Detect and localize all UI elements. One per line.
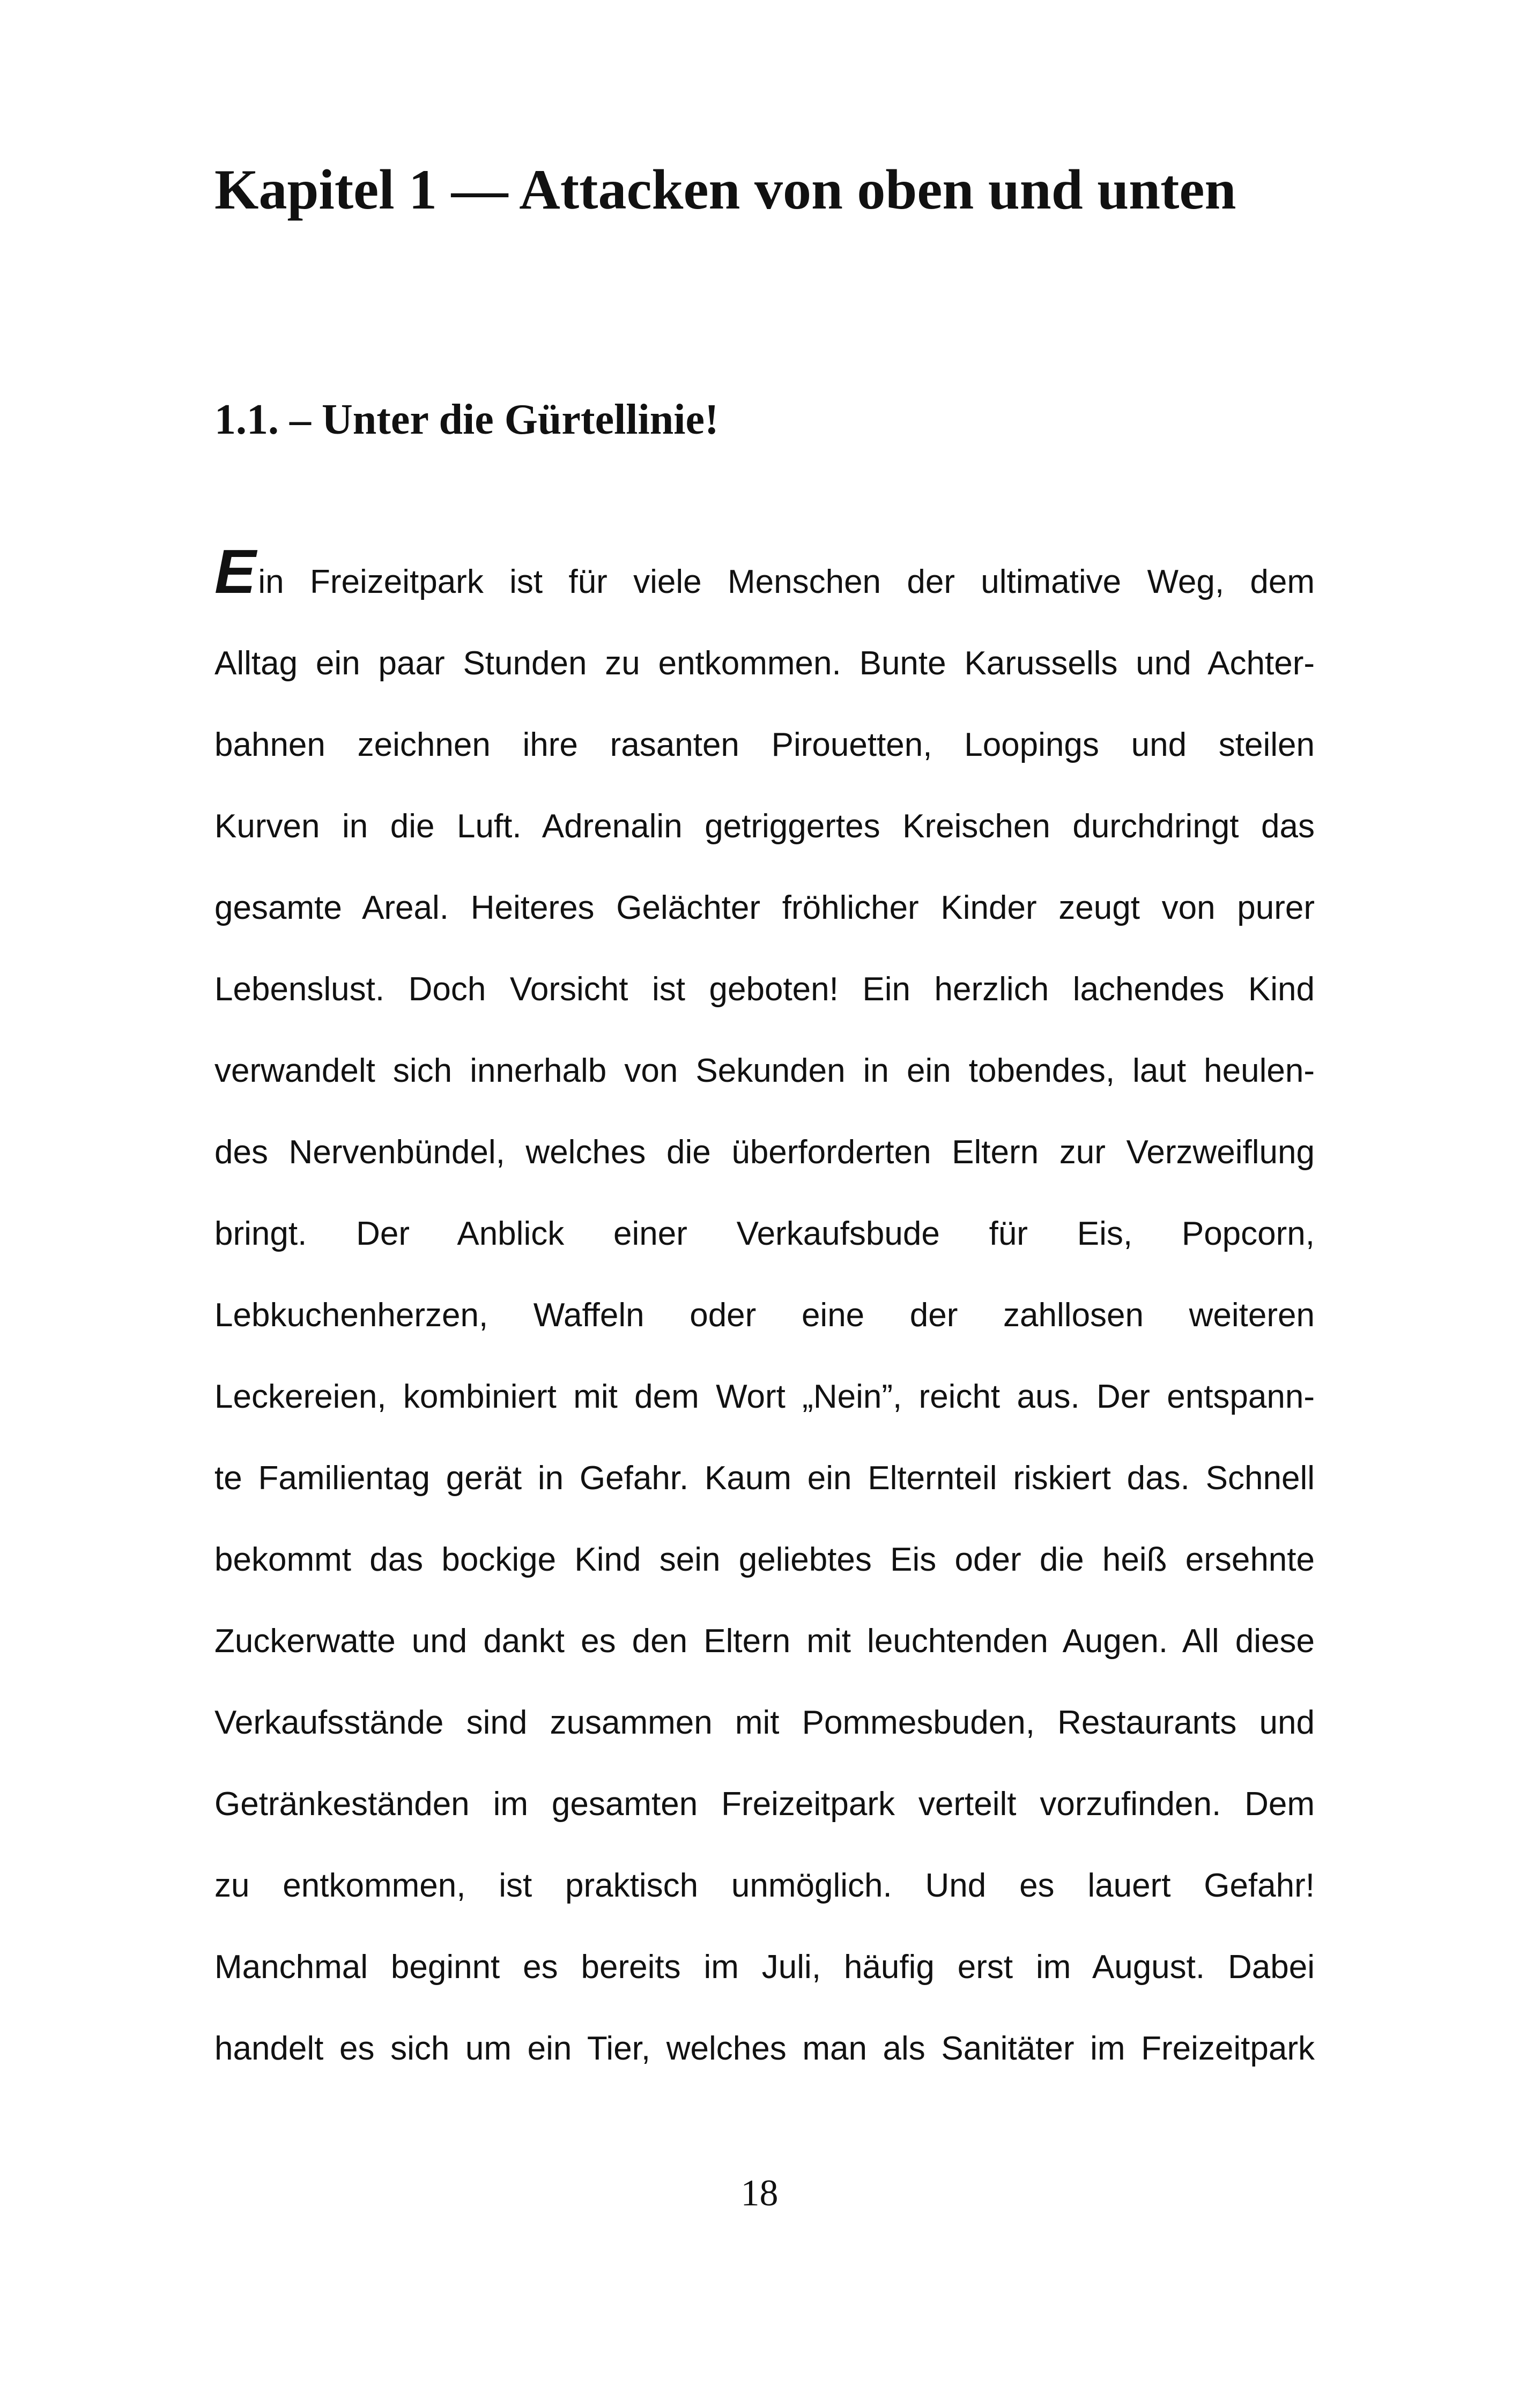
- text-line: [214, 537, 1315, 623]
- text-line: bringt. Der Anblick einer Verkaufsbude für Eis, Popcorn,: [214, 1215, 1315, 1252]
- text-line: Verkaufsstände sind zusammen mit Pommesbuden, Restaurants und: [214, 1704, 1315, 1741]
- text-line: Lebenslust. Doch Vorsicht ist geboten! Ein herzlich lachendes Kind: [214, 971, 1315, 1008]
- first-line-text: in Freizeitpark ist für viele Menschen der ultimative Weg, dem: [258, 563, 1315, 600]
- chapter-title: Kapitel 1 — Attacken von oben und unten: [214, 158, 1236, 221]
- text-line: bekommt das bockige Kind sein geliebtes Eis oder die heiß ersehnte: [214, 1541, 1315, 1578]
- text-line: Kurven in die Luft. Adrenalin getriggertes Kreischen durchdringt das: [214, 808, 1315, 845]
- text-line: Getränkeständen im gesamten Freizeitpark verteilt vorzufinden. Dem: [214, 1786, 1315, 1823]
- page-number: 18: [740, 2173, 779, 2214]
- text-line: Alltag ein paar Stunden zu entkommen. Bunte Karussells und Achter-: [214, 645, 1315, 682]
- text-line: handelt es sich um ein Tier, welches man als Sanitäter im Freizeitpark: [214, 2030, 1315, 2067]
- drop-cap: E: [214, 537, 256, 606]
- section-title: 1.1. – Unter die Gürtellinie!: [214, 396, 719, 443]
- text-line: Leckereien, kombiniert mit dem Wort „Nein”, reicht aus. Der entspann-: [214, 1378, 1315, 1415]
- text-line: verwandelt sich innerhalb von Sekunden in ein tobendes, laut heulen-: [214, 1052, 1315, 1089]
- text-line: bahnen zeichnen ihre rasanten Pirouetten, Loopings und steilen: [214, 726, 1315, 763]
- text-line: gesamte Areal. Heiteres Gelächter fröhlicher Kinder zeugt von purer: [214, 889, 1315, 926]
- text-line: zu entkommen, ist praktisch unmöglich. Und es lauert Gefahr!: [214, 1867, 1315, 1904]
- text-line: Zuckerwatte und dankt es den Eltern mit leuchtenden Augen. All diese: [214, 1623, 1315, 1660]
- text-line: Manchmal beginnt es bereits im Juli, häufig erst im August. Dabei: [214, 1949, 1315, 1986]
- text-line: te Familientag gerät in Gefahr. Kaum ein Elternteil riskiert das. Schnell: [214, 1460, 1315, 1497]
- text-line: Lebkuchenherzen, Waffeln oder eine der zahllosen weiteren: [214, 1297, 1315, 1334]
- body-paragraph: [214, 537, 1315, 2090]
- text-line: des Nervenbündel, welches die überforderten Eltern zur Verzweiflung: [214, 1134, 1315, 1171]
